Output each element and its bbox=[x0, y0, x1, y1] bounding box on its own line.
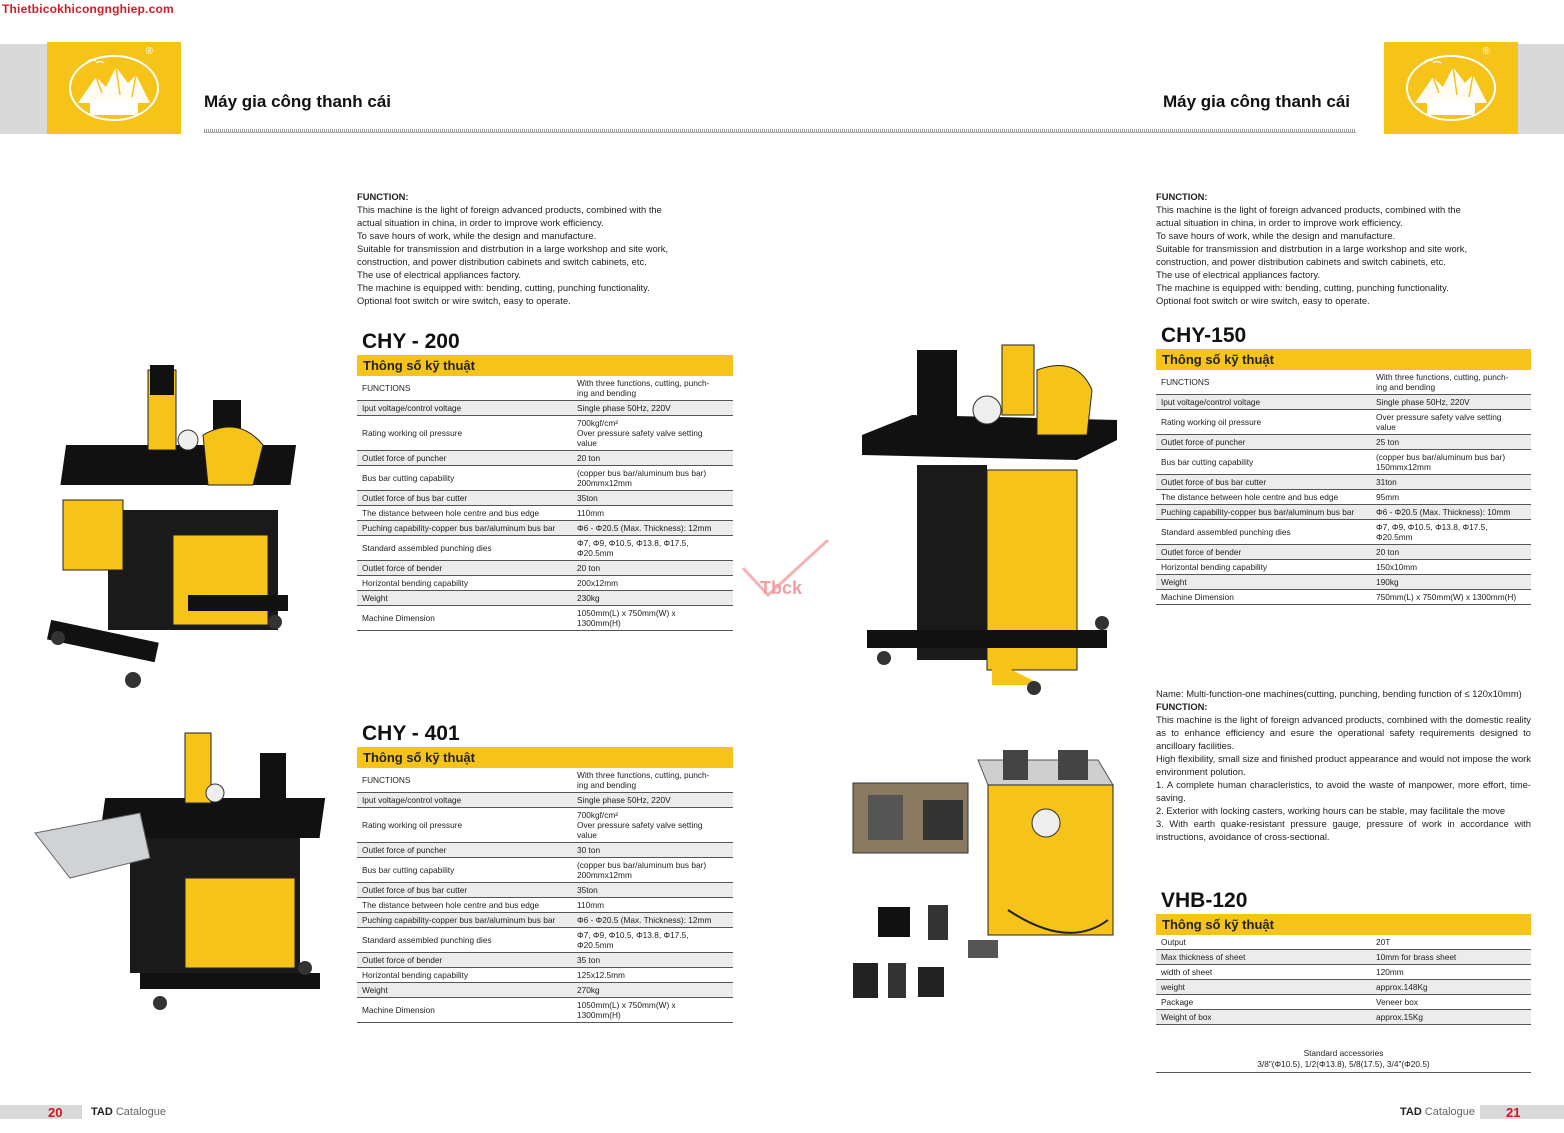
spec-label: Standard assembled punching dies bbox=[1156, 520, 1371, 545]
spec-label: Outlet force of bus bar cutter bbox=[357, 491, 572, 506]
spec-value: Single phase 50Hz, 220V bbox=[1371, 395, 1531, 410]
spec-value: 20 ton bbox=[572, 451, 733, 466]
spec-value: 35ton bbox=[572, 491, 733, 506]
spec-table-vhb-120 bbox=[1156, 914, 1531, 1025]
function-line: The machine is equipped with: bending, cutting, punching functionality. bbox=[357, 282, 650, 293]
spec-value: 125x12.5mm bbox=[572, 968, 733, 983]
spec-value: 270kg bbox=[572, 983, 733, 998]
spec-label: Machine Dimension bbox=[1156, 590, 1371, 605]
spec-value: Φ6 - Φ20.5 (Max. Thickness): 10mm bbox=[1371, 505, 1531, 520]
spec-label: Machine Dimension bbox=[357, 606, 572, 631]
spec-value: approx.148Kg bbox=[1371, 980, 1531, 995]
spec-label: Bus bar cutting capability bbox=[357, 858, 572, 883]
spec-label: FUNCTIONS bbox=[357, 768, 572, 793]
spec-row bbox=[1156, 935, 1531, 950]
spec-row bbox=[357, 376, 733, 401]
spec-value: 700kgf/cm² Over pressure safety valve setting value bbox=[572, 808, 733, 843]
spec-label: Weight of box bbox=[1156, 1010, 1371, 1025]
chy-200-machine-image bbox=[38, 360, 308, 695]
model-title-vhb-120: VHB-120 bbox=[1161, 889, 1248, 912]
registered-mark: ® bbox=[145, 46, 153, 57]
spec-label: Bus bar cutting capability bbox=[1156, 450, 1371, 475]
spec-value: With three functions, cutting, punch- ing and bending bbox=[1371, 370, 1531, 395]
description-paragraph: High flexibility, small size and finished product appearance and would not impose the work environment polution. bbox=[1156, 753, 1531, 777]
function-heading: FUNCTION: bbox=[1156, 701, 1208, 712]
spec-label: The distance between hole centre and bus edge bbox=[357, 506, 572, 521]
spec-row bbox=[357, 606, 733, 631]
spec-value: Φ7, Φ9, Φ10.5, Φ13.8, Φ17.5, Φ20.5mm bbox=[1371, 520, 1531, 545]
spec-heading: Thông số kỹ thuật bbox=[357, 355, 733, 376]
footer-bar-left bbox=[0, 1105, 82, 1119]
spec-value: 110mm bbox=[572, 898, 733, 913]
spec-row bbox=[357, 576, 733, 591]
spec-value: 20 ton bbox=[572, 561, 733, 576]
spec-row bbox=[1156, 435, 1531, 450]
vhb-description bbox=[1156, 687, 1531, 843]
accessories-title: Standard accessories bbox=[1303, 1048, 1384, 1058]
spec-row bbox=[357, 491, 733, 506]
spec-label: Rating working oil pressure bbox=[357, 808, 572, 843]
function-line: To save hours of work, while the design and manufacture. bbox=[357, 230, 597, 241]
spec-label: Outlet force of puncher bbox=[1156, 435, 1371, 450]
spec-label: The distance between hole centre and bus edge bbox=[357, 898, 572, 913]
spec-label: Max thickness of sheet bbox=[1156, 950, 1371, 965]
spec-row bbox=[1156, 370, 1531, 395]
spec-label: The distance between hole centre and bus edge bbox=[1156, 490, 1371, 505]
spec-label: FUNCTIONS bbox=[1156, 370, 1371, 395]
spec-row bbox=[357, 561, 733, 576]
spec-value: 110mm bbox=[572, 506, 733, 521]
spec-heading: Thông số kỹ thuật bbox=[1156, 349, 1531, 370]
spec-table-chy-200 bbox=[357, 355, 733, 631]
spec-value: approx.15Kg bbox=[1371, 1010, 1531, 1025]
spec-value: Φ6 - Φ20.5 (Max. Thickness): 12mm bbox=[572, 913, 733, 928]
spec-row bbox=[1156, 545, 1531, 560]
spec-label: Iput voltage/control voltage bbox=[357, 401, 572, 416]
spec-row bbox=[1156, 965, 1531, 980]
spec-value: Single phase 50Hz, 220V bbox=[572, 793, 733, 808]
spec-row bbox=[357, 466, 733, 491]
spec-row bbox=[357, 928, 733, 953]
spec-value: 31ton bbox=[1371, 475, 1531, 490]
spec-row bbox=[1156, 410, 1531, 435]
site-label: Thietbicokhicongnghiep.com bbox=[2, 2, 174, 16]
function-line: This machine is the light of foreign advanced products, combined with the bbox=[357, 204, 662, 215]
spec-value: Φ7, Φ9, Φ10.5, Φ13.8, Φ17.5, Φ20.5mm bbox=[572, 928, 733, 953]
spec-value: 230kg bbox=[572, 591, 733, 606]
header-bar-right bbox=[1518, 44, 1564, 134]
function-heading: FUNCTION: bbox=[1156, 191, 1208, 202]
catalogue-word: Catalogue bbox=[1424, 1106, 1476, 1118]
spec-label: Iput voltage/control voltage bbox=[1156, 395, 1371, 410]
catalogue-label-right bbox=[1400, 1106, 1475, 1118]
spec-row bbox=[357, 416, 733, 451]
spec-label: Rating working oil pressure bbox=[1156, 410, 1371, 435]
spec-row bbox=[1156, 950, 1531, 965]
spec-label: Weight bbox=[357, 983, 572, 998]
description-paragraph: 3. With earth quake-resistant pressure gauge, pressure of work in accordance with instructions, avoidance of cross-sectional. bbox=[1156, 818, 1531, 842]
function-line: The use of electrical appliances factory. bbox=[1156, 269, 1320, 280]
spec-row bbox=[357, 808, 733, 843]
registered-mark: ® bbox=[1482, 46, 1490, 57]
vhb-120-machine-image bbox=[848, 745, 1118, 1005]
spec-label: Machine Dimension bbox=[357, 998, 572, 1023]
spec-value: 35ton bbox=[572, 883, 733, 898]
function-line: construction, and power distribution cabinets and switch cabinets, etc. bbox=[357, 256, 647, 267]
spec-row bbox=[357, 953, 733, 968]
spec-label: Outlet force of bus bar cutter bbox=[357, 883, 572, 898]
spec-row bbox=[1156, 450, 1531, 475]
function-line: construction, and power distribution cabinets and switch cabinets, etc. bbox=[1156, 256, 1446, 267]
spec-row bbox=[1156, 560, 1531, 575]
page-number-left: 20 bbox=[48, 1105, 63, 1120]
accessories-list: 3/8"(Φ10.5), 1/2(Φ13.8), 5/8(17.5), 3/4"(Φ20.5) bbox=[1257, 1059, 1430, 1069]
spec-row bbox=[357, 968, 733, 983]
spec-label: Outlet force of puncher bbox=[357, 451, 572, 466]
spec-label: Iput voltage/control voltage bbox=[357, 793, 572, 808]
spec-row bbox=[1156, 1010, 1531, 1025]
spec-label: Outlet force of bender bbox=[357, 953, 572, 968]
spec-label: Horizontal bending capability bbox=[357, 576, 572, 591]
spec-row bbox=[1156, 995, 1531, 1010]
page-number-right: 21 bbox=[1506, 1105, 1521, 1120]
spec-value: (copper bus bar/aluminum bus bar) 150mmx12mm bbox=[1371, 450, 1531, 475]
spec-label: Standard assembled punching dies bbox=[357, 536, 572, 561]
spec-value: Single phase 50Hz, 220V bbox=[572, 401, 733, 416]
spec-label: Weight bbox=[357, 591, 572, 606]
spec-value: 25 ton bbox=[1371, 435, 1531, 450]
spec-row bbox=[357, 843, 733, 858]
spec-value: 190kg bbox=[1371, 575, 1531, 590]
spec-label: Puching capability-copper bus bar/aluminum bus bar bbox=[357, 913, 572, 928]
spec-value: 750mm(L) x 750mm(W) x 1300mm(H) bbox=[1371, 590, 1531, 605]
spec-heading: Thông số kỹ thuật bbox=[357, 747, 733, 768]
spec-row bbox=[357, 521, 733, 536]
function-line: actual situation in china, in order to improve work efficiency. bbox=[1156, 217, 1403, 228]
page-title-left: Máy gia công thanh cái bbox=[204, 92, 392, 111]
spec-value: (copper bus bar/aluminum bus bar) 200mmx12mm bbox=[572, 858, 733, 883]
function-line: Suitable for transmission and distrbution in a large workshop and site work, bbox=[1156, 243, 1468, 254]
spec-label: Horizontal bending capability bbox=[1156, 560, 1371, 575]
spec-row bbox=[357, 883, 733, 898]
spec-row bbox=[1156, 505, 1531, 520]
catalogue-word: Catalogue bbox=[115, 1106, 167, 1118]
function-line: Optional foot switch or wire switch, easy to operate. bbox=[357, 295, 571, 306]
spec-value: 95mm bbox=[1371, 490, 1531, 505]
spec-label: Package bbox=[1156, 995, 1371, 1010]
page-title-right: Máy gia công thanh cái bbox=[1163, 92, 1351, 111]
spec-value: (copper bus bar/aluminum bus bar) 200mmx12mm bbox=[572, 466, 733, 491]
spec-label: weight bbox=[1156, 980, 1371, 995]
spec-row bbox=[357, 506, 733, 521]
spec-label: FUNCTIONS bbox=[357, 376, 572, 401]
model-title-chy-401: CHY - 401 bbox=[362, 722, 460, 745]
chy-401-machine-image bbox=[30, 728, 340, 1018]
spec-row bbox=[357, 793, 733, 808]
watermark-text: Tbck bbox=[760, 578, 803, 598]
chy-150-machine-image bbox=[862, 340, 1152, 700]
spec-table-chy-401 bbox=[357, 747, 733, 1023]
spec-value: 200x12mm bbox=[572, 576, 733, 591]
brand-label: TAD bbox=[91, 1106, 113, 1118]
spec-row bbox=[1156, 395, 1531, 410]
spec-label: Rating working oil pressure bbox=[357, 416, 572, 451]
spec-row bbox=[357, 998, 733, 1023]
footer-bar-right bbox=[1480, 1105, 1564, 1119]
spec-label: Puching capability-copper bus bar/aluminum bus bar bbox=[1156, 505, 1371, 520]
spec-row bbox=[357, 913, 733, 928]
spec-value: Φ7, Φ9, Φ10.5, Φ13.8, Φ17.5, Φ20.5mm bbox=[572, 536, 733, 561]
spec-value: 150x10mm bbox=[1371, 560, 1531, 575]
header-rule bbox=[204, 129, 1356, 133]
catalogue-label-left bbox=[91, 1106, 166, 1118]
function-block-right bbox=[1156, 190, 1501, 307]
function-heading: FUNCTION: bbox=[357, 191, 409, 202]
function-line: The use of electrical appliances factory. bbox=[357, 269, 521, 280]
spec-value: With three functions, cutting, punch- ing and bending bbox=[572, 376, 733, 401]
spec-value: 20 ton bbox=[1371, 545, 1531, 560]
spec-label: Outlet force of bender bbox=[357, 561, 572, 576]
spec-row bbox=[357, 401, 733, 416]
spec-label: Bus bar cutting capability bbox=[357, 466, 572, 491]
spec-table-chy-150 bbox=[1156, 349, 1531, 605]
spec-row bbox=[1156, 475, 1531, 490]
mountain-logo-icon bbox=[66, 53, 162, 123]
spec-value: 10mm for brass sheet bbox=[1371, 950, 1531, 965]
spec-label: Output bbox=[1156, 935, 1371, 950]
vhb-name-line: Name: Multi-function-one machines(cutting, punching, bending function of ≤ 120x10mm) bbox=[1156, 688, 1522, 699]
function-block-left bbox=[357, 190, 702, 307]
spec-label: width of sheet bbox=[1156, 965, 1371, 980]
spec-heading: Thông số kỹ thuật bbox=[1156, 914, 1531, 935]
spec-row bbox=[1156, 590, 1531, 605]
brand-label: TAD bbox=[1400, 1106, 1422, 1118]
brand-logo-left bbox=[47, 42, 181, 134]
model-title-chy-150: CHY-150 bbox=[1161, 324, 1247, 347]
spec-label: Outlet force of bus bar cutter bbox=[1156, 475, 1371, 490]
spec-value: With three functions, cutting, punch- ing and bending bbox=[572, 768, 733, 793]
function-line: Suitable for transmission and distrbution in a large workshop and site work, bbox=[357, 243, 669, 254]
spec-row bbox=[1156, 490, 1531, 505]
function-line: To save hours of work, while the design and manufacture. bbox=[1156, 230, 1396, 241]
spec-row bbox=[357, 536, 733, 561]
spec-value: 1050mm(L) x 750mm(W) x 1300mm(H) bbox=[572, 606, 733, 631]
function-line: Optional foot switch or wire switch, easy to operate. bbox=[1156, 295, 1370, 306]
mountain-logo-icon bbox=[1403, 53, 1499, 123]
description-paragraph: This machine is the light of foreign advanced products, combined with the domestic reality as to enhance efficiency and esure the operational safety requirements designed to ancilloary facilities. bbox=[1156, 714, 1531, 751]
spec-value: 1050mm(L) x 750mm(W) x 1300mm(H) bbox=[572, 998, 733, 1023]
spec-label: Puching capability-copper bus bar/aluminum bus bar bbox=[357, 521, 572, 536]
brand-logo-right bbox=[1384, 42, 1518, 134]
function-line: The machine is equipped with: bending, cutting, punching functionality. bbox=[1156, 282, 1449, 293]
spec-row bbox=[1156, 980, 1531, 995]
spec-row bbox=[357, 983, 733, 998]
spec-value: Over pressure safety valve setting value bbox=[1371, 410, 1531, 435]
spec-row bbox=[357, 591, 733, 606]
standard-accessories bbox=[1156, 1048, 1531, 1073]
spec-value: Veneer box bbox=[1371, 995, 1531, 1010]
spec-value: Φ6 - Φ20.5 (Max. Thickness): 12mm bbox=[572, 521, 733, 536]
spec-row bbox=[1156, 520, 1531, 545]
spec-label: Weight bbox=[1156, 575, 1371, 590]
spec-value: 30 ton bbox=[572, 843, 733, 858]
spec-row bbox=[357, 768, 733, 793]
spec-row bbox=[1156, 575, 1531, 590]
model-title-chy-200: CHY - 200 bbox=[362, 330, 460, 353]
description-paragraph: 1. A complete human characleristics, to avoid the waste of manpower, more effort, time-saving. bbox=[1156, 779, 1531, 803]
spec-label: Horizontal bending capability bbox=[357, 968, 572, 983]
spec-label: Outlet force of bender bbox=[1156, 545, 1371, 560]
description-paragraph: 2. Exterior with locking casters, working hours can be stable, may facilitale the move bbox=[1156, 805, 1506, 816]
watermark-logo-icon bbox=[738, 540, 833, 600]
spec-label: Outlet force of puncher bbox=[357, 843, 572, 858]
spec-value: 20T bbox=[1371, 935, 1531, 950]
function-line: actual situation in china, in order to improve work efficiency. bbox=[357, 217, 604, 228]
function-line: This machine is the light of foreign advanced products, combined with the bbox=[1156, 204, 1461, 215]
spec-row bbox=[357, 898, 733, 913]
spec-label: Standard assembled punching dies bbox=[357, 928, 572, 953]
spec-value: 120mm bbox=[1371, 965, 1531, 980]
spec-value: 700kgf/cm² Over pressure safety valve setting value bbox=[572, 416, 733, 451]
header-bar-left bbox=[0, 44, 47, 134]
spec-row bbox=[357, 858, 733, 883]
spec-value: 35 ton bbox=[572, 953, 733, 968]
spec-row bbox=[357, 451, 733, 466]
